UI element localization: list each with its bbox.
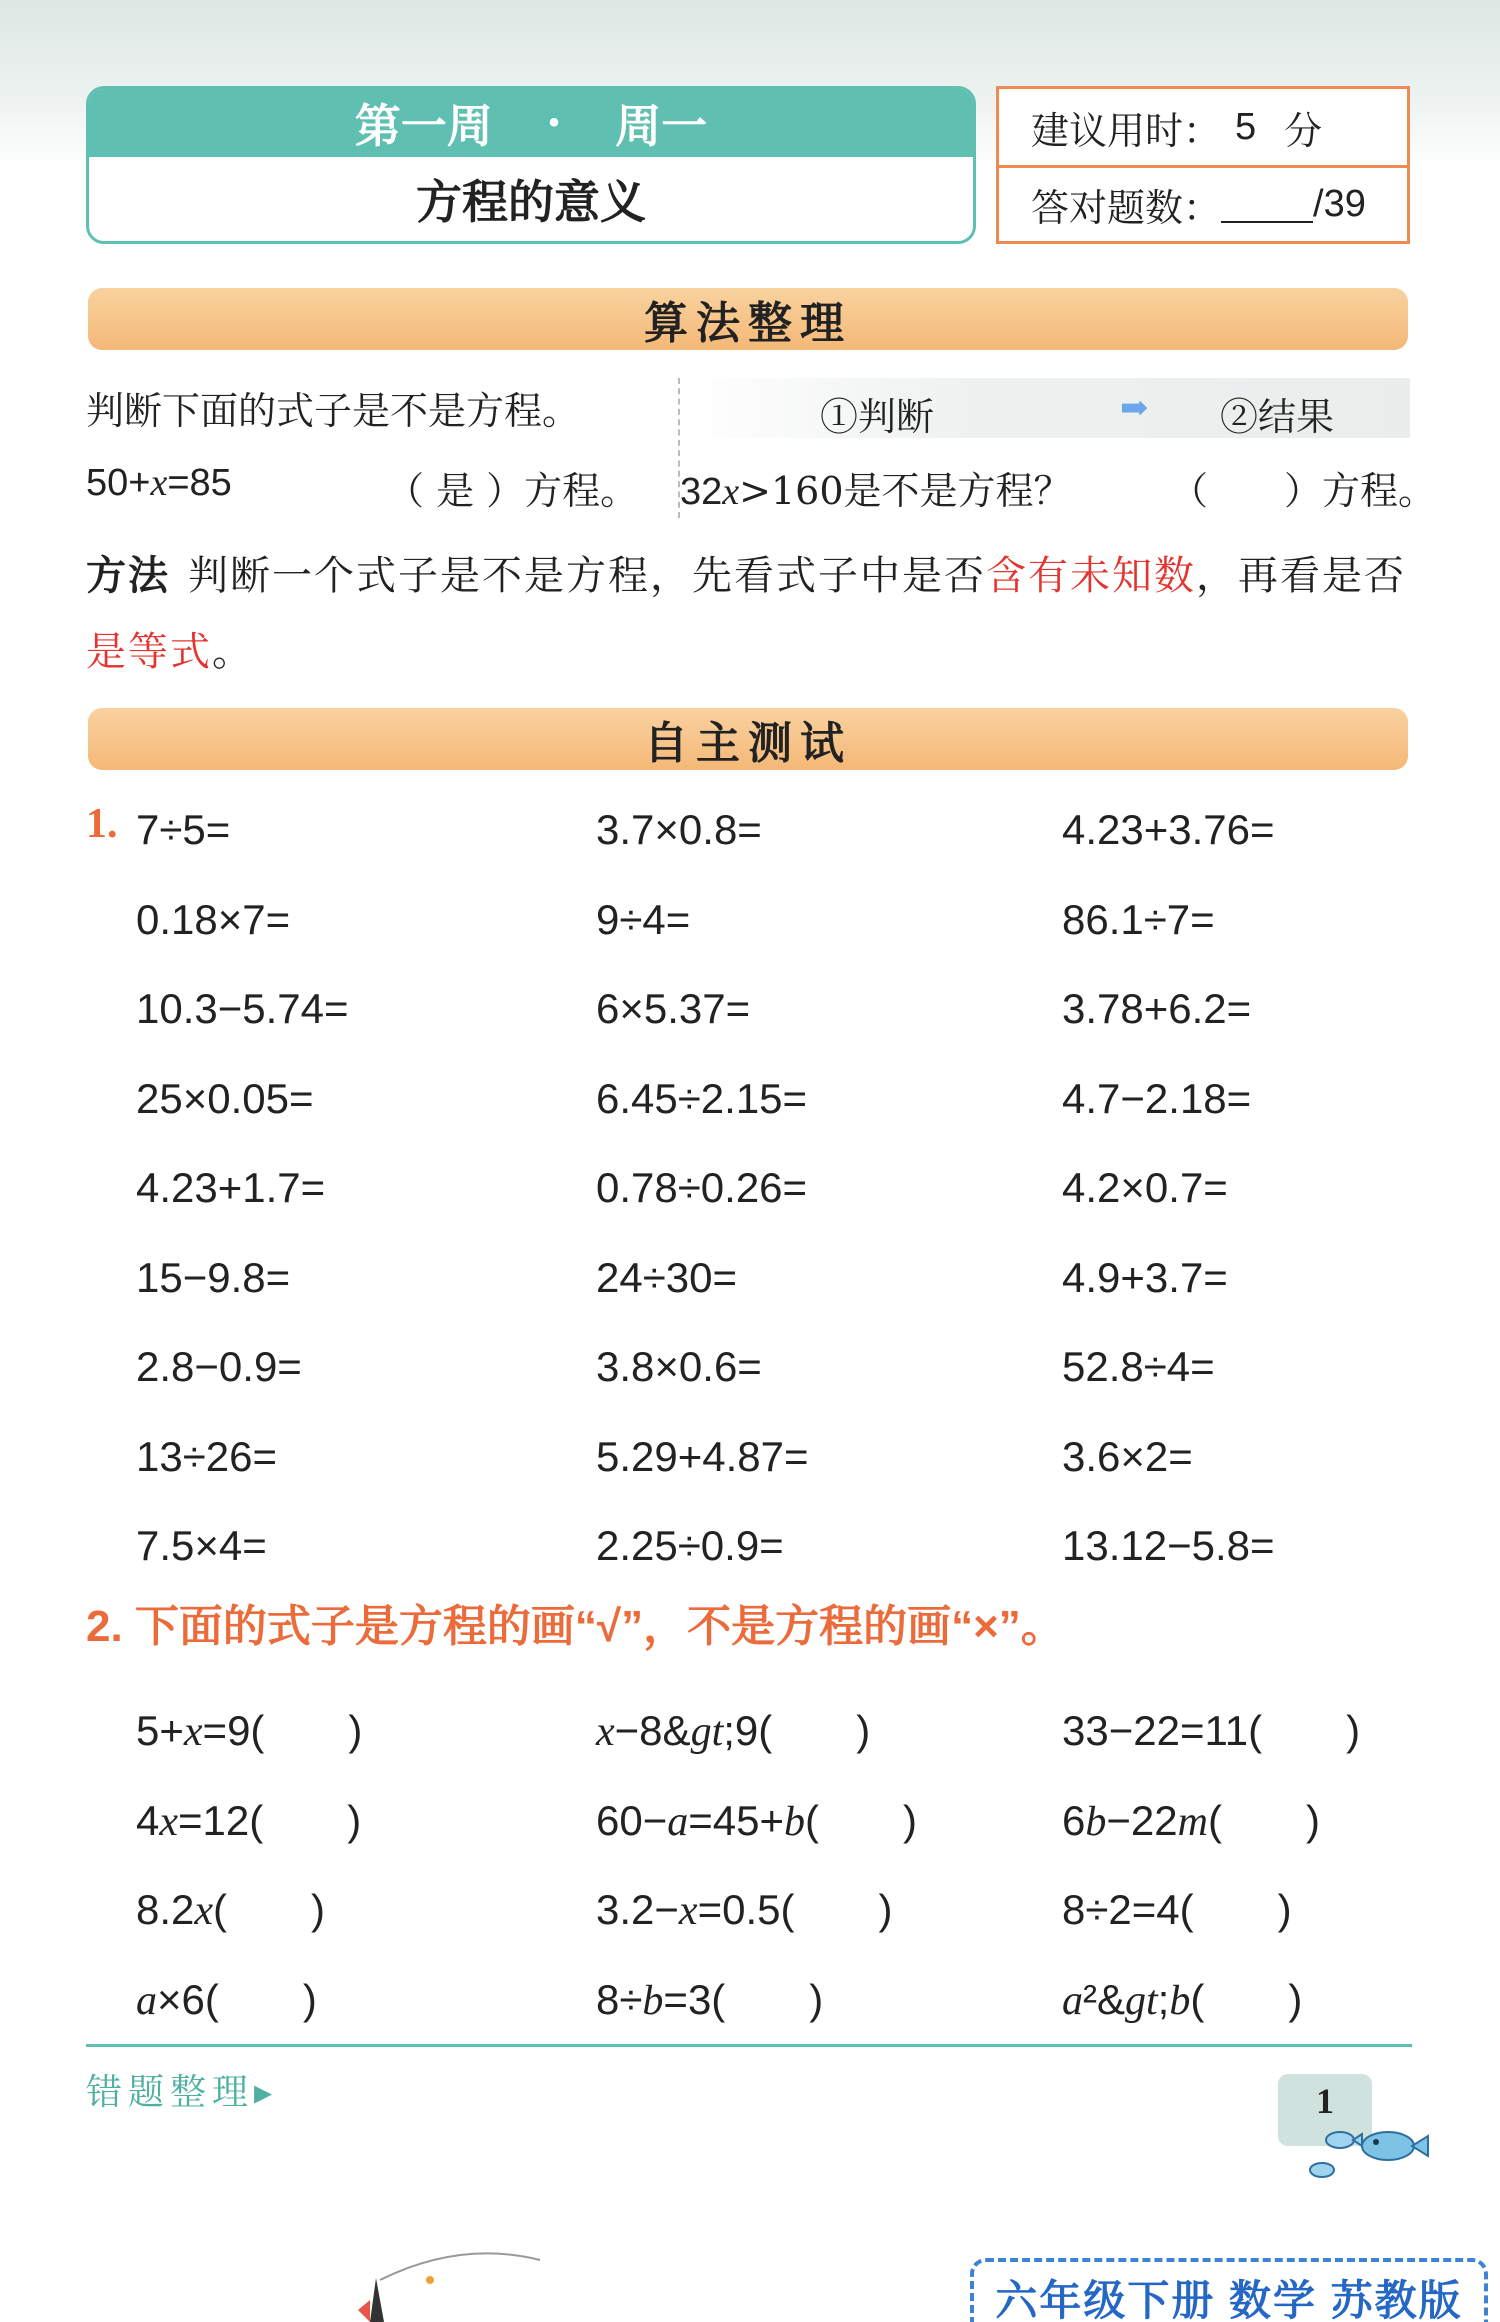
algorithm-example [86,380,676,520]
practice-var: x [722,471,740,513]
q1-item: 3.7×0.8= [596,806,762,853]
q1-item: 15−9.8= [136,1253,291,1301]
practice-expr-part1: 32 [680,471,723,513]
week-label: 第一周 [354,100,493,152]
suggested-time-unit: 分 [1284,108,1323,153]
q1-item: 4.2×0.7= [1062,1164,1228,1211]
separator-dot: • [548,106,560,139]
q2-item[interactable]: 8.2x( ) [136,1886,326,1934]
q1-item: 4.23+3.76= [1062,806,1275,853]
q1-item: 0.78÷0.26= [596,1164,808,1211]
suggested-time-row [999,89,1407,165]
q2-item[interactable]: 5+x=9( ) [136,1707,363,1755]
section-bar-self-test: 自主测试 [88,708,1408,770]
practice-question [680,460,1072,515]
question-1-number: 1. [86,801,118,847]
q1-item: 3.78+6.2= [1062,985,1252,1032]
section-bar-algorithm: 算法整理 [88,288,1408,350]
q1-item: 25×0.05= [136,1074,314,1122]
q1-item: 24÷30= [596,1253,738,1301]
correct-count-total: /39 [1313,183,1366,225]
q1-item: 9÷4= [596,895,691,943]
q1-item: 7÷5= [136,806,231,853]
correct-count-row [999,165,1407,241]
method-text-2: ，再看是否 [1196,553,1406,599]
step-banner [680,378,1410,438]
method-text-1: 判断一个式子是不是方程，先看式子中是否 [188,553,986,599]
algorithm-example-answer: （ 是 ）方程。 [386,469,639,513]
method-note [86,538,1416,690]
suggested-time-value: 5 [1235,105,1257,148]
algorithm-practice [680,378,1437,518]
correct-count-blank[interactable] [1221,187,1313,223]
q2-item[interactable]: 6b−22m( ) [1062,1796,1320,1845]
q1-item: 3.8×0.6= [596,1343,762,1390]
q2-item[interactable]: 3.2−x=0.5( ) [596,1886,893,1934]
arrow-right-icon: ➡ [1120,388,1149,428]
step-judge: ①判断 [820,395,935,439]
q1-item: 10.3−5.74= [136,985,349,1032]
q1-item: 13÷26= [136,1432,278,1480]
q1-item: 6×5.37= [596,985,751,1032]
method-highlight-1: 含有未知数 [986,553,1196,599]
q1-item: 7.5×4= [136,1522,267,1569]
q2-item[interactable]: 4x=12( ) [136,1796,362,1845]
q2-item[interactable]: 33−22=11( ) [1062,1707,1361,1754]
correct-count-label: 答对题数： [1031,186,1222,230]
day-label: 周一 [615,100,708,152]
q2-item[interactable]: 60−a=45+b( ) [596,1796,918,1845]
q2-item[interactable]: 8÷2=4( ) [1062,1886,1292,1933]
q1-item: 2.8−0.9= [136,1343,302,1390]
q1-item: 4.7−2.18= [1062,1074,1252,1122]
q2-item[interactable]: a×6( ) [136,1975,317,2024]
step-result: ②结果 [1220,395,1335,439]
q1-item: 4.23+1.7= [136,1164,326,1211]
example-expr-part2: =85 [167,462,232,504]
lesson-header [86,86,976,244]
footer-divider [86,2044,1412,2047]
lesson-title: 方程的意义 [416,175,646,229]
practice-answer-blank[interactable]: （ ）方程。 [1170,469,1437,513]
lesson-week-bar [89,89,973,157]
q1-item: 52.8÷4= [1062,1343,1215,1390]
suggested-time-label: 建议用时： [1031,108,1222,153]
practice-expr-part2: >160是不是方程？ [739,469,1072,513]
fish-icon [1300,2118,1430,2188]
method-label: 方法 [86,552,170,599]
q1-item: 5.29+4.87= [596,1432,809,1480]
time-box [996,86,1410,244]
algorithm-prompt: 判断下面的式子是不是方程。 [86,389,581,433]
q2-item[interactable]: x−8&gt;9( ) [596,1707,871,1755]
method-text-3: 。 [212,629,254,675]
q1-item: 3.6×2= [1062,1432,1193,1480]
error-review-label: 错题整理▸ [86,2072,279,2113]
page-number: 1 [1278,2074,1372,2146]
sailboat-icon [340,2240,580,2322]
q1-item: 86.1÷7= [1062,895,1215,943]
q1-item: 0.18×7= [136,895,291,943]
q1-item: 13.12−5.8= [1062,1522,1275,1569]
example-var: x [150,462,168,504]
q1-item: 6.45÷2.15= [596,1074,808,1122]
algorithm-example-expr [86,460,232,505]
method-highlight-2: 是等式 [86,629,212,675]
q1-item: 4.9+3.7= [1062,1253,1228,1301]
question-2-title: 2. 下面的式子是方程的画“√”，不是方程的画“×”。 [86,1602,1065,1651]
q2-item[interactable]: 8÷b=3( ) [596,1975,824,2024]
q1-item: 2.25÷0.9= [596,1522,784,1569]
q2-item[interactable]: a²&gt;b( ) [1062,1975,1303,2024]
example-expr-part1: 50+ [86,462,151,504]
grade-subject-badge: 六年级下册 数学 苏教版 [970,2258,1488,2322]
